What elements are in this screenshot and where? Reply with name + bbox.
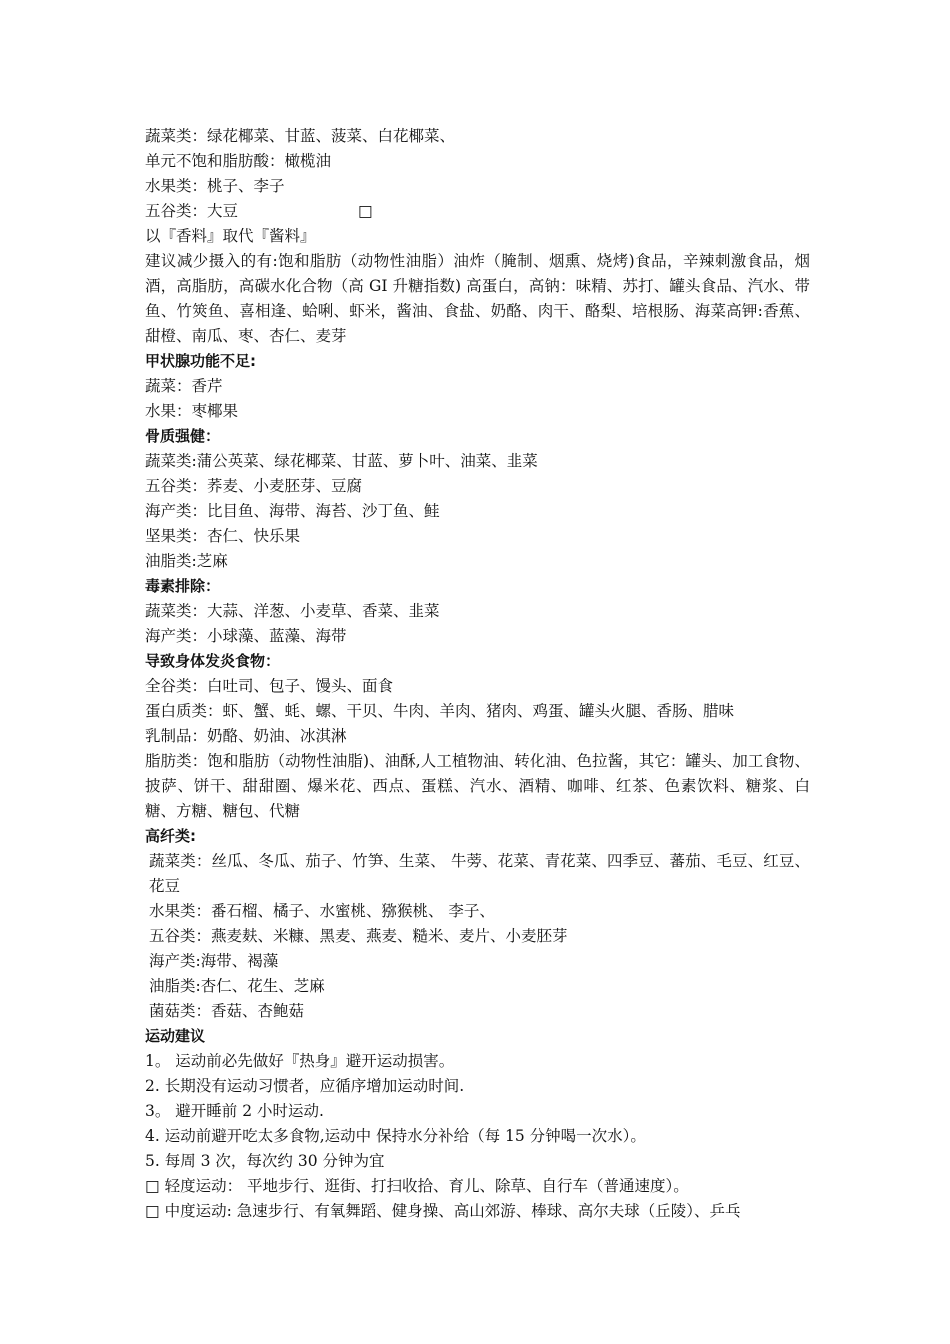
text-line: 油脂类:芝麻 <box>145 552 228 570</box>
checkbox-glyph: □ <box>358 202 373 220</box>
text-line: 海产类：小球藻、蓝藻、海带 <box>145 627 347 645</box>
list-item: □ 中度运动: 急速步行、有氧舞蹈、健身操、高山郊游、棒球、高尔夫球（丘陵）、乒乓 <box>145 1202 741 1220</box>
list-item: 1。 运动前必先做好『热身』避开运动损害。 <box>145 1052 455 1070</box>
text-line: 五谷类：燕麦麸、米糠、黑麦、燕麦、糙米、麦片、小麦胚芽 <box>149 927 568 945</box>
text-line: 海产类:海带、褐藻 <box>149 952 279 970</box>
text-line: 菌菇类：香菇、杏鲍菇 <box>149 1002 305 1020</box>
text-line: 全谷类：白吐司、包子、馒头、面食 <box>145 677 394 695</box>
section-heading: 骨质强健： <box>145 427 221 445</box>
text-line: 水果：枣椰果 <box>145 402 239 420</box>
text-line: 海产类：比目鱼、海带、海苔、沙丁鱼、鲑 <box>145 502 440 520</box>
text-line: 蛋白质类：虾、蟹、蚝、螺、干贝、牛肉、羊肉、猪肉、鸡蛋、罐头火腿、香肠、腊味 <box>145 702 735 720</box>
text-line-with-box <box>145 199 810 224</box>
section-heading: 甲状腺功能不足: <box>145 352 256 370</box>
section-heading: 运动建议 <box>145 1027 206 1045</box>
paragraph: 脂肪类：饱和脂肪（动物性油脂)、油酥,人工植物油、转化油、色拉酱，其它：罐头、加工食物、披萨、饼干、甜甜圈、爆米花、西点、蛋糕、汽水、酒精、咖啡、红茶、色素饮料、糖浆、白糖、方糖、糖包、代糖 <box>145 752 810 820</box>
text-line: 蔬菜类:蒲公英菜、绿花椰菜、甘蓝、萝卜叶、油菜、韭菜 <box>145 452 538 470</box>
text-line: 五谷类：荞麦、小麦胚芽、豆腐 <box>145 477 363 495</box>
text-line: 蔬菜：香芹 <box>145 377 223 395</box>
section-heading: 导致身体发炎食物： <box>145 652 281 670</box>
text-line: 乳制品：奶酪、奶油、冰淇淋 <box>145 727 347 745</box>
paragraph: 蔬菜类：丝瓜、冬瓜、茄子、竹笋、生菜、 牛蒡、花菜、青花菜、四季豆、蕃茄、毛豆、红豆、花豆 <box>149 852 810 895</box>
text-line: 单元不饱和脂肪酸：橄榄油 <box>145 152 332 170</box>
text-line: 蔬菜类：大蒜、洋葱、小麦草、香菜、韭菜 <box>145 602 440 620</box>
text-line: 水果类：番石榴、橘子、水蜜桃、猕猴桃、 李子、 <box>149 902 495 920</box>
text-line: 坚果类：杏仁、快乐果 <box>145 527 301 545</box>
text-line: 水果类：桃子、李子 <box>145 177 285 195</box>
list-item: 2. 长期没有运动习惯者，应循序增加运动时间. <box>145 1077 465 1095</box>
section-heading: 高纤类: <box>145 827 196 845</box>
list-item: 4. 运动前避开吃太多食物,运动中 保持水分补给（每 15 分钟喝一次水）。 <box>145 1127 646 1145</box>
text-line: 油脂类:杏仁、花生、芝麻 <box>149 977 325 995</box>
section-heading: 毒素排除： <box>145 577 221 595</box>
list-item: 5. 每周 3 次，每次约 30 分钟为宜 <box>145 1152 385 1170</box>
list-item: □ 轻度运动： 平地步行、逛街、打扫收拾、育儿、除草、自行车（普通速度）。 <box>145 1177 689 1195</box>
paragraph: 建议减少摄入的有:饱和脂肪（动物性油脂）油炸（腌制、烟熏、烧烤)食品，辛辣刺激食品，烟酒，高脂肪，高碳水化合物（高 GI 升糖指数) 高蛋白，高钠：味精、苏打、罐头食品、汽水、带鱼、竹筴鱼、喜相逢、蛤唎、虾米，酱油、食盐、奶酪、肉干、酪梨、培根肠、海菜高钾:香蕉、甜橙、南瓜、枣、杏仁、麦芽 <box>145 252 810 345</box>
text-line: 以『香料』取代『酱料』 <box>145 227 316 245</box>
text-line: 五谷类：大豆 <box>145 202 239 220</box>
document-page <box>145 124 810 1224</box>
list-item: 3。 避开睡前 2 小时运动. <box>145 1102 324 1120</box>
text-line: 蔬菜类：绿花椰菜、甘蓝、菠菜、白花椰菜、 <box>145 127 456 145</box>
